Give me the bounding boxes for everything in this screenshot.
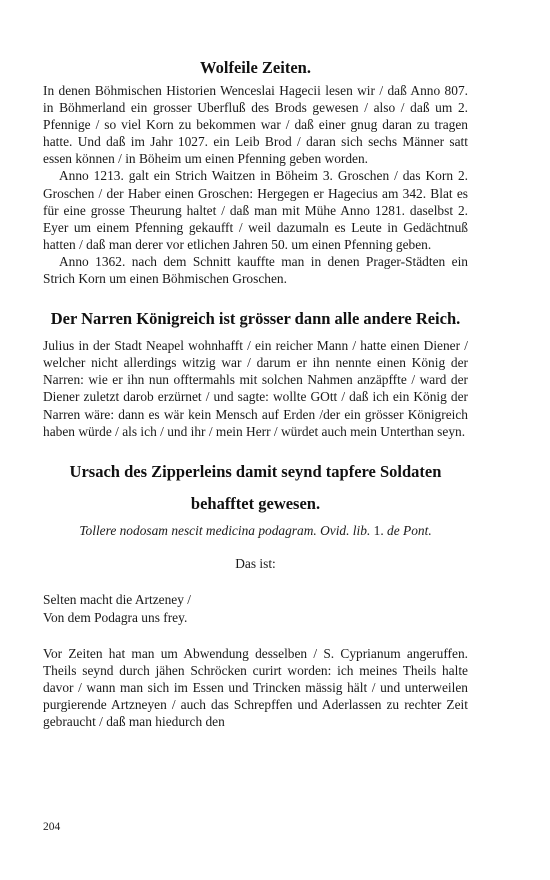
paragraph-zipperlein: Vor Zeiten hat man um Abwendung desselben / S. Cyprianum angeruffen. Theils seynd durch jähen Schröcken curirt worden: ich meines Theils halte davor / wann man sich im Essen und Trincken mässig hält / und unterweilen purgierende Artzneyen / auch das Schrepffen und Aderlassen zu rechter Zeit gebraucht / daß man hiedurch den [43, 645, 468, 730]
motto-text: Tollere nodosam nescit medicina podagram. Ovid. lib. [79, 522, 371, 538]
das-ist-label: Das ist: [235, 555, 276, 571]
motto-source: de Pont. [387, 522, 432, 538]
page-body [43, 55, 468, 730]
verse-line: Selten macht die Artzeney / [43, 591, 191, 607]
paragraph-narren: Julius in der Stadt Neapel wohnhafft / ein reicher Mann / hatte einen Diener / welcher nicht allerdings witzig war / darum er ihn nennte einen König der Narren: wie er ihn nun offtermahls mit solchen Nahmen anzäpffte / ward der Diener zuletzt darob erzürnet / und sagte: wollte GOtt / daß ich ein König der Narren wäre: dann es wär kein Mensch auf Erden /der ein grösser Königreich haben würde / als ich / und ihr / mein Herr / würdet auch mein Unterthan seyn. [43, 338, 468, 439]
paragraph-wolfeile-2: Anno 1213. galt ein Strich Waitzen in Böheim 3. Groschen / das Korn 2. Groschen / der Haber einen Groschen: Hergegen er Hagecius am 342. Blat es für eine grosse Theurung haltet / daß man mit Mühe Anno 1281. daselbst 2. Eyer um einem Pfenning gekaufft / weil dazumaln es Leute in Gedächtnuß hatten / daß man derer vor etlichen Jahren 50. um einen Pfenning geben. [43, 168, 468, 252]
section-title-wolfeile-zeiten: Wolfeile Zeiten. [200, 58, 311, 77]
verse [43, 591, 468, 627]
section-title-narren-koenigreich: Der Narren Königreich ist grösser dann alle andere Reich. [50, 309, 461, 329]
section-title-zipperlein: Ursach des Zipperleins damit seynd tapfere Soldaten behafftet gewesen. [69, 461, 442, 513]
latin-motto [43, 522, 468, 540]
verse-line: Von dem Podagra uns frey. [43, 609, 188, 625]
paragraph-wolfeile-1: In denen Böhmischen Historien Wenceslai Hagecii lesen wir / daß Anno 807. in Böhmerland ein grosser Uberfluß des Brods gewesen / also / daß um 2. Pfennige / so viel Korn zu bekommen war / daß einer gnug daran zu tragen hatte. Und daß im Jahr 1027. ein Leib Brod / daran sich sechs Männer satt essen können / in Böheim um einen Pfenning geben worden. [43, 83, 468, 167]
page-number: 204 [43, 821, 61, 833]
motto-book-number: 1. [370, 522, 388, 538]
paragraph-wolfeile-3: Anno 1362. nach dem Schnitt kauffte man in denen Prager-Städten ein Strich Korn um einen Böhmischen Groschen. [43, 253, 468, 287]
